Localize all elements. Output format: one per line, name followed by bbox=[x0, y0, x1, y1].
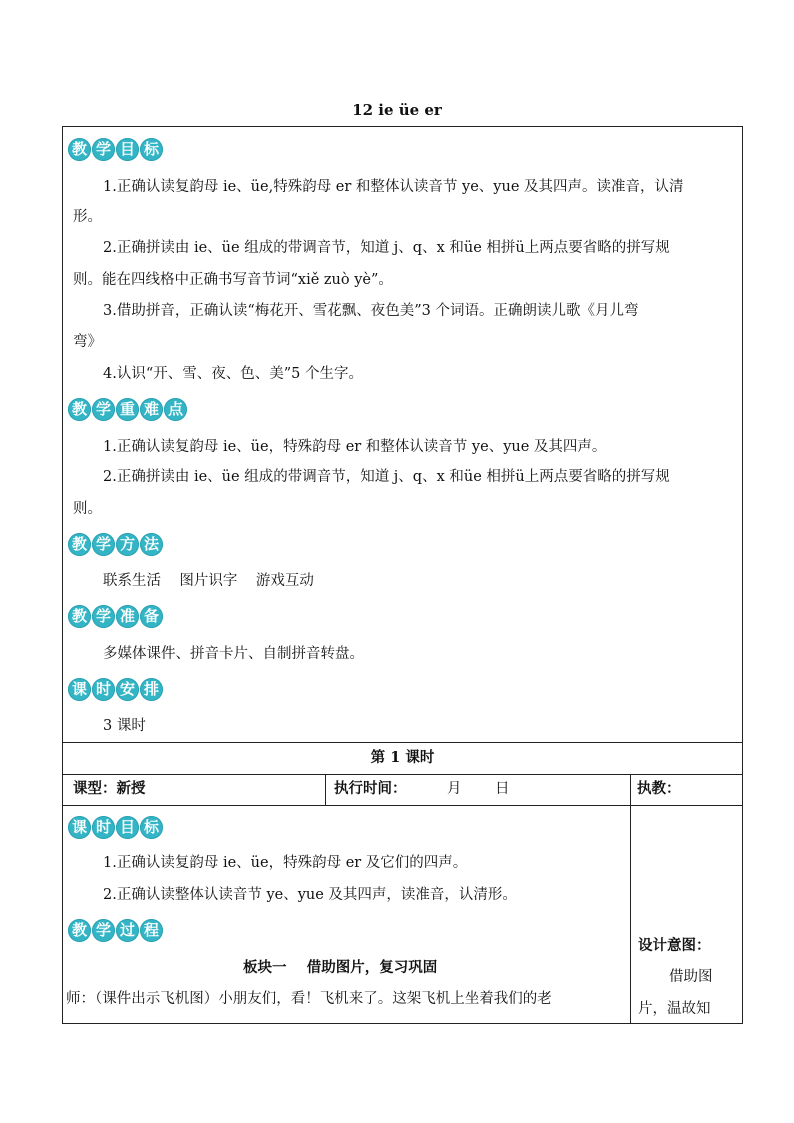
section-badge-process bbox=[68, 919, 163, 942]
lesson-goal-line: 2.正确认读整体认读音节 ye、yue 及其四声，读准音，认清形。 bbox=[103, 887, 517, 903]
lesson-plan-table bbox=[62, 126, 743, 1024]
badge-char: 课 bbox=[68, 816, 91, 839]
badge-char: 重 bbox=[116, 398, 139, 421]
badge-char: 学 bbox=[92, 605, 115, 628]
badge-char: 目 bbox=[116, 816, 139, 839]
keypoint-line: 则。 bbox=[73, 501, 102, 517]
section-badge-methods bbox=[68, 533, 163, 556]
goal-line: 3.借助拼音，正确认读“梅花开、雪花飘、夜色美”3 个词语。正确朗读儿歌《月儿弯 bbox=[103, 303, 639, 319]
badge-char: 学 bbox=[92, 138, 115, 161]
divider bbox=[63, 742, 742, 743]
lesson-type: 课型：新授 bbox=[73, 780, 146, 797]
badge-char: 过 bbox=[116, 919, 139, 942]
section-badge-prep bbox=[68, 605, 163, 628]
page-title: 12 ie üe er bbox=[352, 101, 442, 119]
badge-char: 学 bbox=[92, 533, 115, 556]
divider bbox=[630, 774, 631, 1024]
badge-char: 程 bbox=[140, 919, 163, 942]
badge-char: 学 bbox=[92, 398, 115, 421]
goal-line: 2.正确拼读由 ie、üe 组成的带调音节，知道 j、q、x 和üe 相拼ü上两点要省略的拼写规 bbox=[103, 240, 670, 256]
dialog-line: 师：（课件出示飞机图）小朋友们，看！飞机来了。这架飞机上坐着我们的老 bbox=[66, 991, 552, 1007]
keypoint-line: 2.正确拼读由 ie、üe 组成的带调音节，知道 j、q、x 和üe 相拼ü上两点要省略的拼写规 bbox=[103, 469, 670, 485]
divider bbox=[63, 774, 742, 775]
badge-char: 备 bbox=[140, 605, 163, 628]
section-badge-schedule bbox=[68, 678, 163, 701]
teacher-label: 执教： bbox=[637, 780, 681, 797]
badge-char: 排 bbox=[140, 678, 163, 701]
badge-char: 时 bbox=[92, 816, 115, 839]
badge-char: 时 bbox=[92, 678, 115, 701]
badge-char: 课 bbox=[68, 678, 91, 701]
section-badge-keypoints bbox=[68, 398, 187, 421]
badge-char: 标 bbox=[140, 816, 163, 839]
badge-char: 学 bbox=[92, 919, 115, 942]
section-badge-goals bbox=[68, 138, 163, 161]
goal-line: 弯》 bbox=[73, 334, 102, 350]
design-intent-line: 片，温故知 bbox=[638, 1001, 711, 1017]
lesson-header: 第 1 课时 bbox=[370, 749, 435, 766]
badge-char: 准 bbox=[116, 605, 139, 628]
schedule-text: 3 课时 bbox=[103, 718, 146, 734]
badge-char: 教 bbox=[68, 919, 91, 942]
divider bbox=[325, 774, 326, 805]
badge-char: 目 bbox=[116, 138, 139, 161]
lesson-goal-line: 1.正确认读复韵母 ie、üe，特殊韵母 er 及它们的四声。 bbox=[103, 855, 468, 871]
goal-line: 则。能在四线格中正确书写音节词“xiě zuò yè”。 bbox=[73, 272, 393, 288]
badge-char: 点 bbox=[164, 398, 187, 421]
methods-text: 联系生活 图片识字 游戏互动 bbox=[103, 573, 314, 589]
keypoint-line: 1.正确认读复韵母 ie、üe，特殊韵母 er 和整体认读音节 ye、yue 及其四声。 bbox=[103, 439, 607, 455]
design-intent-line: 借助图 bbox=[669, 969, 713, 985]
badge-char: 难 bbox=[140, 398, 163, 421]
lesson-time-label: 执行时间： bbox=[334, 780, 407, 797]
badge-char: 教 bbox=[68, 398, 91, 421]
badge-char: 教 bbox=[68, 138, 91, 161]
prep-text: 多媒体课件、拼音卡片、自制拼音转盘。 bbox=[103, 646, 364, 662]
design-intent-label: 设计意图： bbox=[638, 937, 711, 954]
badge-char: 教 bbox=[68, 605, 91, 628]
badge-char: 标 bbox=[140, 138, 163, 161]
goal-line: 1.正确认读复韵母 ie、üe,特殊韵母 er 和整体认读音节 ye、yue 及其四声。读准音，认清 bbox=[103, 179, 684, 195]
divider bbox=[63, 805, 742, 806]
section-badge-lesson-goals bbox=[68, 816, 163, 839]
block-title: 板块一 借助图片，复习巩固 bbox=[243, 959, 438, 976]
month-label: 月 bbox=[447, 781, 462, 797]
goal-line: 4.认识“开、雪、夜、色、美”5 个生字。 bbox=[103, 366, 363, 382]
badge-char: 方 bbox=[116, 533, 139, 556]
goal-line: 形。 bbox=[73, 209, 102, 225]
badge-char: 安 bbox=[116, 678, 139, 701]
badge-char: 法 bbox=[140, 533, 163, 556]
badge-char: 教 bbox=[68, 533, 91, 556]
day-label: 日 bbox=[495, 781, 510, 797]
